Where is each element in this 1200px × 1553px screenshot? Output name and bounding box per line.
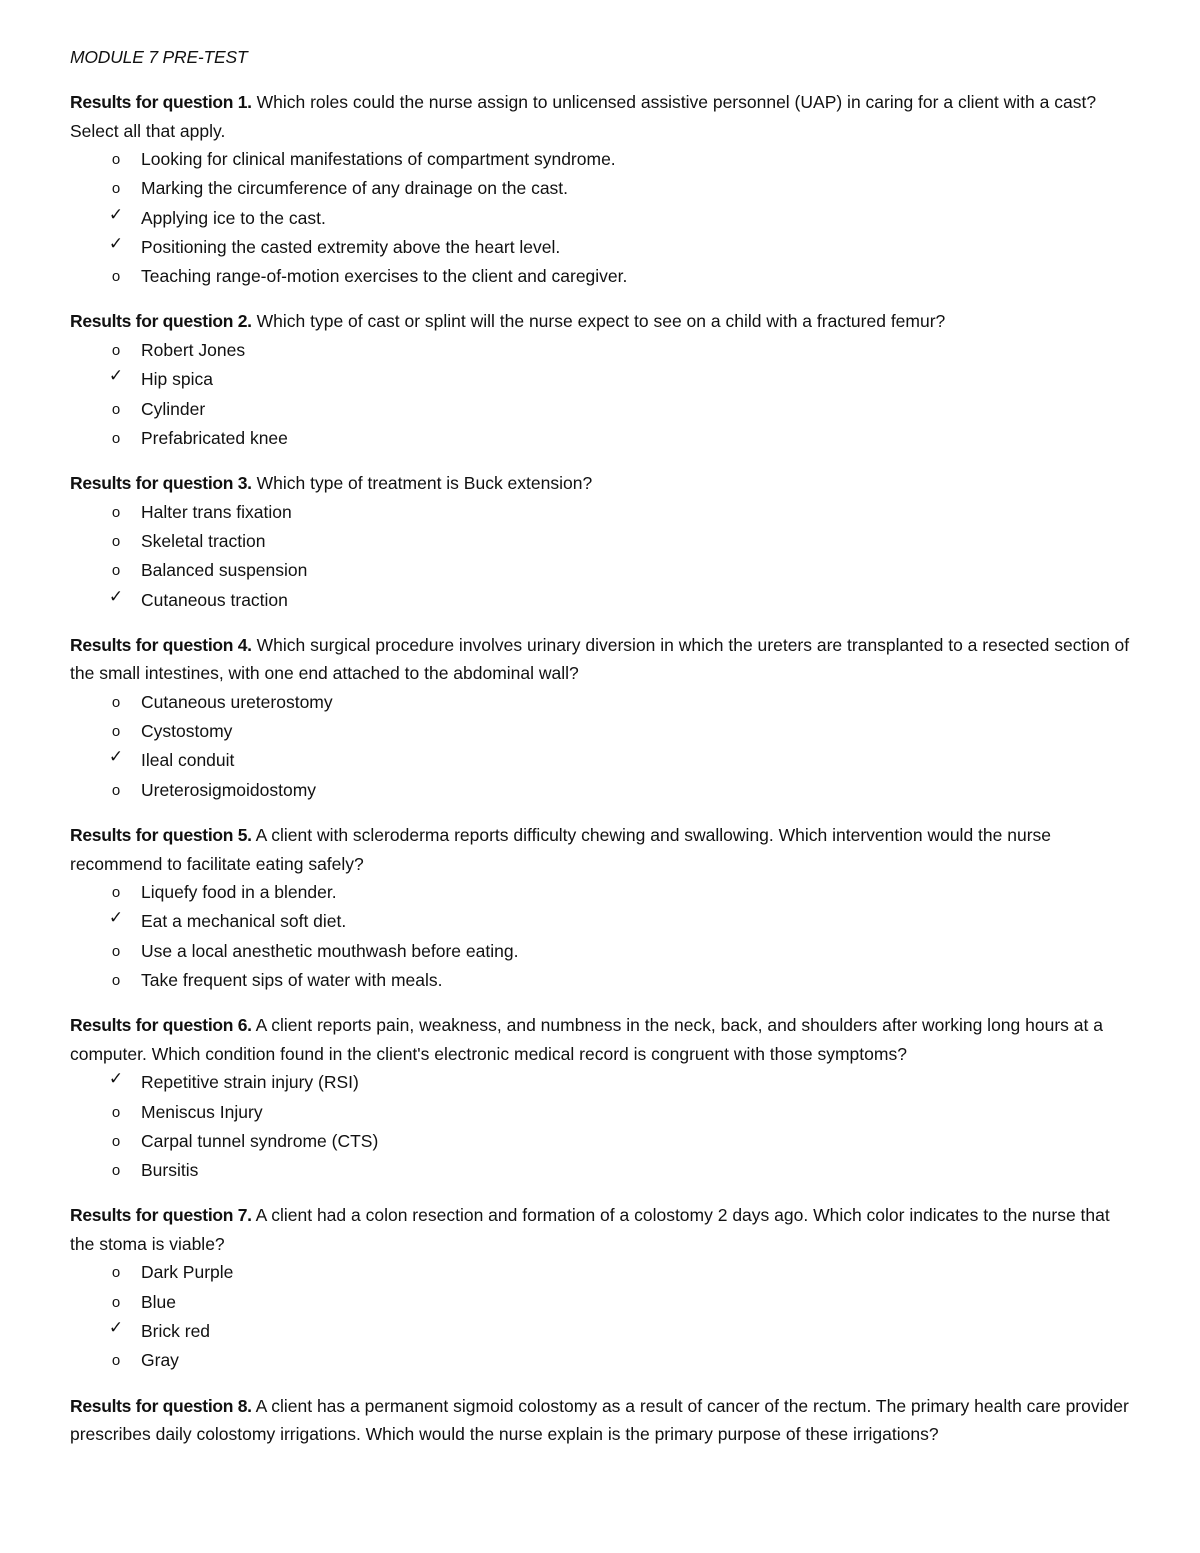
bullet-icon: o [111, 503, 121, 521]
answer-option [70, 174, 1130, 203]
checkmark-icon: ✓ [108, 586, 124, 607]
bullet-icon: o [111, 1293, 121, 1311]
answer-options [70, 688, 1130, 805]
answer-option [70, 1258, 1130, 1287]
answer-option-label: Teaching range-of-motion exercises to the client and caregiver. [141, 266, 628, 287]
answer-option-label: Balanced suspension [141, 560, 308, 581]
question-prompt: Which type of treatment is Buck extension? [256, 473, 593, 494]
answer-option [70, 262, 1130, 291]
bullet-icon: o [111, 693, 121, 711]
answer-options [70, 878, 1130, 995]
question-block [70, 469, 1130, 615]
question-text [70, 307, 1130, 336]
bullet-icon: o [111, 1132, 121, 1150]
answer-option-label: Dark Purple [141, 1262, 234, 1283]
bullet-icon: o [111, 151, 121, 168]
answer-option-label: Cutaneous traction [141, 589, 288, 610]
question-list [70, 88, 1130, 1449]
answer-option-label: Eat a mechanical soft diet. [141, 911, 347, 932]
answer-option-label: Gray [141, 1350, 179, 1371]
answer-option [70, 776, 1130, 805]
question-text [70, 88, 1130, 145]
question-prompt: A client with scleroderma reports difficulty chewing and swallowing. Which intervention would the nurse recommend to facilitate eating safely? [70, 825, 1052, 874]
question-text [70, 631, 1130, 688]
bullet-icon: o [111, 429, 121, 447]
answer-option-label: Ileal conduit [141, 750, 235, 771]
answer-options [70, 1258, 1130, 1375]
bullet-icon: o [111, 781, 121, 799]
question-number-label: Results for question 5. [70, 825, 252, 846]
question-block [70, 821, 1130, 995]
answer-option-label: Positioning the casted extremity above the heart level. [141, 236, 561, 257]
answer-option [70, 966, 1130, 995]
question-number-label: Results for question 8. [70, 1395, 252, 1416]
bullet-icon: o [111, 1264, 121, 1282]
answer-option-correct [70, 907, 1130, 936]
answer-option-label: Hip spica [141, 369, 213, 390]
bullet-icon: o [111, 971, 121, 989]
checkmark-icon: ✓ [108, 233, 124, 254]
answer-option-label: Meniscus Injury [141, 1101, 263, 1122]
checkmark-icon: ✓ [108, 1069, 124, 1090]
answer-option [70, 336, 1130, 365]
question-prompt: Which roles could the nurse assign to unlicensed assistive personnel (UAP) in caring for a client with a cast? Select all that apply. [70, 92, 1097, 141]
answer-options [70, 498, 1130, 615]
checkmark-icon: ✓ [108, 204, 124, 225]
answer-option-label: Robert Jones [141, 339, 246, 360]
answer-option [70, 395, 1130, 424]
answer-option-label: Marking the circumference of any drainage on the cast. [141, 178, 569, 199]
bullet-icon: o [111, 268, 121, 286]
answer-option-label: Brick red [141, 1321, 211, 1342]
answer-option [70, 556, 1130, 585]
question-prompt: Which type of cast or splint will the nurse expect to see on a child with a fractured femur? [256, 311, 946, 332]
bullet-icon: o [111, 723, 121, 741]
answer-option [70, 1156, 1130, 1185]
question-prompt: Which surgical procedure involves urinary diversion in which the ureters are transplanted to a resected section of the small intestines, with one end attached to the abdominal wall? [70, 634, 1130, 684]
bullet-icon: o [111, 884, 121, 902]
answer-option-label: Cylinder [141, 398, 206, 419]
question-prompt: A client had a colon resection and formation of a colostomy 2 days ago. Which color indicates to the nurse that the stoma is viable? [70, 1205, 1110, 1254]
question-prompt: A client reports pain, weakness, and numbness in the neck, back, and shoulders after working long hours at a computer. Which condition found in the client's electronic medical record is congruent with those symptoms? [70, 1015, 1103, 1064]
answer-option [70, 688, 1130, 717]
checkmark-icon: ✓ [108, 366, 124, 387]
answer-option [70, 424, 1130, 453]
question-block [70, 1201, 1130, 1375]
answer-option-correct [70, 233, 1130, 262]
answer-option [70, 498, 1130, 527]
question-text [70, 469, 1130, 498]
document-title: MODULE 7 PRE-TEST [70, 47, 248, 67]
answer-option-label: Bursitis [141, 1160, 199, 1181]
answer-option-correct [70, 586, 1130, 615]
answer-option-correct [70, 1068, 1130, 1097]
answer-option-label: Cutaneous ureterostomy [141, 691, 333, 712]
answer-option-label: Halter trans fixation [141, 501, 292, 522]
answer-option-label: Skeletal traction [141, 530, 266, 551]
answer-option-label: Use a local anesthetic mouthwash before eating. [141, 940, 519, 961]
question-number-label: Results for question 2. [70, 311, 252, 332]
question-block [70, 631, 1130, 805]
checkmark-icon: ✓ [108, 908, 124, 929]
answer-options [70, 1068, 1130, 1185]
checkmark-icon: ✓ [108, 1318, 124, 1339]
question-number-label: Results for question 3. [70, 473, 252, 494]
answer-option-label: Repetitive strain injury (RSI) [141, 1072, 359, 1093]
question-number-label: Results for question 6. [70, 1015, 252, 1036]
question-number-label: Results for question 4. [70, 634, 252, 655]
question-text [70, 1392, 1130, 1449]
answer-option-label: Cystostomy [141, 721, 233, 742]
bullet-icon: o [111, 532, 121, 550]
answer-options [70, 145, 1130, 291]
answer-option-label: Looking for clinical manifestations of compartment syndrome. [141, 149, 616, 169]
bullet-icon: o [111, 1103, 121, 1121]
question-text [70, 1011, 1130, 1068]
answer-option [70, 1098, 1130, 1127]
bullet-icon: o [111, 1162, 121, 1180]
bullet-icon: o [111, 180, 121, 198]
answer-option-label: Carpal tunnel syndrome (CTS) [141, 1130, 379, 1151]
question-block [70, 1392, 1130, 1449]
question-text [70, 1201, 1130, 1258]
answer-option-correct [70, 1317, 1130, 1346]
answer-option-correct [70, 204, 1130, 233]
answer-option-label: Blue [141, 1291, 177, 1312]
checkmark-icon: ✓ [108, 747, 124, 768]
answer-option-label: Prefabricated knee [141, 427, 288, 448]
answer-options [70, 336, 1130, 453]
answer-option-label: Liquefy food in a blender. [141, 882, 337, 903]
answer-option [70, 937, 1130, 966]
answer-option [70, 1288, 1130, 1317]
bullet-icon: o [111, 400, 121, 418]
answer-option [70, 717, 1130, 746]
document-page [70, 44, 1130, 1465]
question-block [70, 88, 1130, 291]
question-prompt: A client has a permanent sigmoid colostomy as a result of cancer of the rectum. The primary health care provider prescribes daily colostomy irrigations. Which would the nurse explain is the primary purpose of these irrigations? [70, 1395, 1129, 1445]
bullet-icon: o [111, 562, 121, 580]
question-number-label: Results for question 1. [70, 92, 252, 112]
answer-option [70, 145, 1130, 174]
answer-option [70, 878, 1130, 907]
bullet-icon: o [111, 341, 121, 359]
answer-option [70, 1127, 1130, 1156]
answer-option [70, 527, 1130, 556]
answer-option-label: Take frequent sips of water with meals. [141, 969, 443, 990]
answer-option-correct [70, 365, 1130, 394]
question-block [70, 1011, 1130, 1185]
bullet-icon: o [111, 1352, 121, 1370]
question-text [70, 821, 1130, 878]
question-block [70, 307, 1130, 453]
question-number-label: Results for question 7. [70, 1205, 252, 1226]
answer-option-label: Applying ice to the cast. [141, 207, 326, 228]
answer-option [70, 1346, 1130, 1375]
answer-option-label: Ureterosigmoidostomy [141, 779, 317, 800]
bullet-icon: o [111, 942, 121, 960]
answer-option-correct [70, 746, 1130, 775]
